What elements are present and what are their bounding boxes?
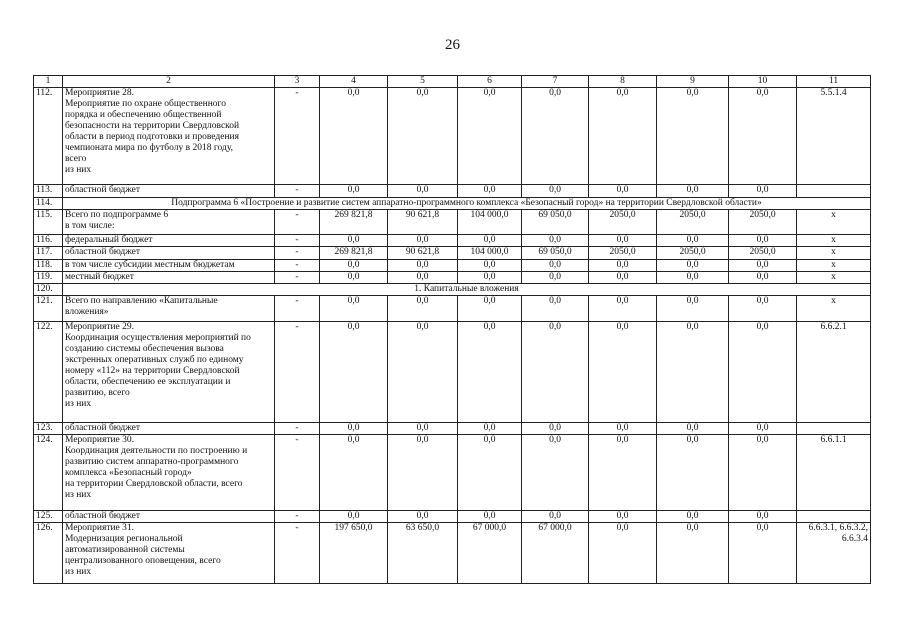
column-header-10: 10 bbox=[729, 76, 797, 88]
description-line: автоматизированной системы bbox=[65, 545, 185, 555]
amount-col-8: 0,0 bbox=[589, 235, 657, 247]
amount-col-10: 0,0 bbox=[729, 322, 797, 423]
description-line: экстренных оперативных служб по единому bbox=[65, 355, 244, 365]
row-number: 124. bbox=[34, 435, 63, 511]
amount-col-4: 0,0 bbox=[320, 435, 388, 511]
table-row bbox=[34, 235, 871, 247]
description-line: всего bbox=[65, 154, 87, 164]
description-line: из них bbox=[65, 490, 92, 500]
description-line: созданию системы обеспечения вызова bbox=[65, 344, 224, 354]
row-description bbox=[63, 260, 275, 272]
amount-col-5: 0,0 bbox=[388, 88, 458, 185]
section-title: 1. Капитальные вложения bbox=[63, 284, 871, 296]
table-row bbox=[34, 435, 871, 511]
amount-col-8: 0,0 bbox=[589, 260, 657, 272]
row-number: 125. bbox=[34, 511, 63, 523]
row-description bbox=[63, 88, 275, 185]
row-number: 115. bbox=[34, 210, 63, 235]
amount-col-8: 2050,0 bbox=[589, 247, 657, 260]
amount-col-4: 0,0 bbox=[320, 296, 388, 322]
amount-col-4: 269 821,8 bbox=[320, 210, 388, 235]
column-header-3: 3 bbox=[275, 76, 320, 88]
column-header-1: 1 bbox=[34, 76, 63, 88]
amount-col-7: 0,0 bbox=[522, 185, 589, 198]
amount-col-6: 0,0 bbox=[458, 260, 522, 272]
table-row bbox=[34, 247, 871, 260]
amount-col-5: 0,0 bbox=[388, 185, 458, 198]
description-line: федеральный бюджет bbox=[65, 235, 153, 245]
row-number: 118. bbox=[34, 260, 63, 272]
amount-col-6: 104 000,0 bbox=[458, 210, 522, 235]
target-reference bbox=[797, 185, 871, 198]
description-line: в том числе: bbox=[65, 221, 115, 231]
amount-col-6: 0,0 bbox=[458, 435, 522, 511]
amount-col-6: 0,0 bbox=[458, 88, 522, 185]
description-line: вложения» bbox=[65, 307, 109, 317]
amount-col-8: 0,0 bbox=[589, 435, 657, 511]
amount-col-7: 0,0 bbox=[522, 511, 589, 523]
row-number: 126. bbox=[34, 523, 63, 584]
amount-col-9: 0,0 bbox=[657, 296, 729, 322]
row-number: 116. bbox=[34, 235, 63, 247]
description-line: области, обеспечению ее эксплуатации и bbox=[65, 377, 231, 387]
amount-col-10: 0,0 bbox=[729, 272, 797, 284]
amount-col-5: 63 650,0 bbox=[388, 523, 458, 584]
amount-col-4: 0,0 bbox=[320, 272, 388, 284]
amount-col-6: 0,0 bbox=[458, 423, 522, 435]
amount-col-8: 0,0 bbox=[589, 185, 657, 198]
amount-col-5: 0,0 bbox=[388, 435, 458, 511]
amount-col-10: 0,0 bbox=[729, 435, 797, 511]
row-number: 119. bbox=[34, 272, 63, 284]
target-reference bbox=[797, 511, 871, 523]
description-line: Мероприятие 30. bbox=[65, 435, 135, 445]
amount-col-7: 0,0 bbox=[522, 423, 589, 435]
amount-col-9: 0,0 bbox=[657, 423, 729, 435]
column-3-value: - bbox=[275, 423, 320, 435]
amount-col-8: 0,0 bbox=[589, 88, 657, 185]
column-header-4: 4 bbox=[320, 76, 388, 88]
amount-col-5: 0,0 bbox=[388, 423, 458, 435]
row-number: 113. bbox=[34, 185, 63, 198]
amount-col-10: 0,0 bbox=[729, 296, 797, 322]
amount-col-4: 0,0 bbox=[320, 235, 388, 247]
amount-col-6: 67 000,0 bbox=[458, 523, 522, 584]
amount-col-9: 0,0 bbox=[657, 272, 729, 284]
target-reference: x bbox=[797, 272, 871, 284]
amount-col-6: 0,0 bbox=[458, 322, 522, 423]
amount-col-5: 0,0 bbox=[388, 511, 458, 523]
description-line: области в период подготовки и проведения bbox=[65, 132, 239, 142]
column-3-value: - bbox=[275, 210, 320, 235]
row-number: 117. bbox=[34, 247, 63, 260]
description-line: Всего по направлению «Капитальные bbox=[65, 296, 218, 306]
column-3-value: - bbox=[275, 235, 320, 247]
amount-col-6: 0,0 bbox=[458, 235, 522, 247]
amount-col-4: 0,0 bbox=[320, 511, 388, 523]
amount-col-10: 0,0 bbox=[729, 88, 797, 185]
amount-col-9: 0,0 bbox=[657, 235, 729, 247]
column-3-value: - bbox=[275, 185, 320, 198]
target-reference bbox=[797, 423, 871, 435]
amount-col-9: 0,0 bbox=[657, 260, 729, 272]
table-row bbox=[34, 322, 871, 423]
description-line: комплекса «Безопасный город» bbox=[65, 468, 192, 478]
description-line: областной бюджет bbox=[65, 185, 141, 195]
target-reference: x bbox=[797, 260, 871, 272]
amount-col-8: 0,0 bbox=[589, 511, 657, 523]
target-reference: 5.5.1.4 bbox=[797, 88, 871, 185]
amount-col-7: 0,0 bbox=[522, 235, 589, 247]
column-3-value: - bbox=[275, 322, 320, 423]
target-reference: 6.6.1.1 bbox=[797, 435, 871, 511]
target-reference: x bbox=[797, 235, 871, 247]
row-number: 121. bbox=[34, 296, 63, 322]
amount-col-5: 0,0 bbox=[388, 260, 458, 272]
page-number: 26 bbox=[445, 37, 460, 53]
amount-col-9: 0,0 bbox=[657, 88, 729, 185]
target-reference: 6.6.3.1, 6.6.3.2, 6.6.3.4 bbox=[797, 523, 871, 584]
table-row bbox=[34, 210, 871, 235]
amount-col-7: 0,0 bbox=[522, 296, 589, 322]
amount-col-10: 0,0 bbox=[729, 511, 797, 523]
description-line: областной бюджет bbox=[65, 511, 141, 521]
row-number: 112. bbox=[34, 88, 63, 185]
amount-col-8: 2050,0 bbox=[589, 210, 657, 235]
amount-col-4: 197 650,0 bbox=[320, 523, 388, 584]
amount-col-5: 0,0 bbox=[388, 272, 458, 284]
table-row bbox=[34, 511, 871, 523]
row-number: 114. bbox=[34, 198, 63, 210]
target-reference: x bbox=[797, 247, 871, 260]
amount-col-10: 2050,0 bbox=[729, 247, 797, 260]
column-3-value: - bbox=[275, 272, 320, 284]
amount-col-4: 0,0 bbox=[320, 185, 388, 198]
amount-col-6: 0,0 bbox=[458, 185, 522, 198]
amount-col-9: 0,0 bbox=[657, 185, 729, 198]
amount-col-7: 0,0 bbox=[522, 435, 589, 511]
row-description bbox=[63, 185, 275, 198]
description-line: из них bbox=[65, 567, 92, 577]
amount-col-7: 67 000,0 bbox=[522, 523, 589, 584]
column-header-5: 5 bbox=[388, 76, 458, 88]
target-reference: x bbox=[797, 296, 871, 322]
amount-col-10: 2050,0 bbox=[729, 210, 797, 235]
description-line: номеру «112» на территории Свердловской bbox=[65, 366, 240, 376]
amount-col-5: 0,0 bbox=[388, 235, 458, 247]
description-line: Всего по подпрограмме 6 bbox=[65, 210, 169, 220]
amount-col-9: 0,0 bbox=[657, 435, 729, 511]
amount-col-7: 0,0 bbox=[522, 260, 589, 272]
row-number: 122. bbox=[34, 322, 63, 423]
amount-col-5: 0,0 bbox=[388, 322, 458, 423]
row-description bbox=[63, 435, 275, 511]
description-line: безопасности на территории Свердловской bbox=[65, 121, 240, 131]
table-row bbox=[34, 272, 871, 284]
column-header-2: 2 bbox=[63, 76, 275, 88]
description-line: из них bbox=[65, 399, 92, 409]
table-row bbox=[34, 523, 871, 584]
amount-col-5: 90 621,8 bbox=[388, 247, 458, 260]
column-header-11: 11 bbox=[797, 76, 871, 88]
description-line: местный бюджет bbox=[65, 272, 134, 282]
amount-col-9: 2050,0 bbox=[657, 210, 729, 235]
amount-col-7: 69 050,0 bbox=[522, 210, 589, 235]
row-description bbox=[63, 322, 275, 423]
table-row bbox=[34, 88, 871, 185]
description-line: Мероприятие 29. bbox=[65, 322, 135, 332]
description-line: областной бюджет bbox=[65, 423, 141, 433]
row-description bbox=[63, 523, 275, 584]
amount-col-10: 0,0 bbox=[729, 235, 797, 247]
column-3-value: - bbox=[275, 247, 320, 260]
table-row bbox=[34, 423, 871, 435]
table-row bbox=[34, 260, 871, 272]
description-line: развитию, всего bbox=[65, 388, 130, 398]
description-line: централизованного оповещения, всего bbox=[65, 556, 221, 566]
column-header-9: 9 bbox=[657, 76, 729, 88]
description-line: чемпионата мира по футболу в 2018 году, bbox=[65, 143, 234, 153]
section-title: Подпрограмма 6 «Построение и развитие систем аппаратно-программного комплекса «Безопасный город» на территории Свердловской области» bbox=[63, 198, 871, 210]
description-line: Мероприятие 28. bbox=[65, 88, 135, 98]
description-line: порядка и обеспечению общественной bbox=[65, 110, 222, 120]
amount-col-4: 0,0 bbox=[320, 260, 388, 272]
amount-col-4: 0,0 bbox=[320, 322, 388, 423]
row-number: 120. bbox=[34, 284, 63, 296]
description-line: на территории Свердловской области, всего bbox=[65, 479, 243, 489]
table-row bbox=[34, 198, 871, 210]
target-reference: 6.6.2.1 bbox=[797, 322, 871, 423]
description-line: в том числе субсидии местным бюджетам bbox=[65, 260, 235, 270]
column-3-value: - bbox=[275, 88, 320, 185]
column-3-value: - bbox=[275, 523, 320, 584]
column-3-value: - bbox=[275, 511, 320, 523]
amount-col-7: 0,0 bbox=[522, 88, 589, 185]
budget-table bbox=[33, 75, 871, 584]
description-line: Мероприятие 31. bbox=[65, 523, 135, 533]
column-header-row bbox=[34, 76, 871, 88]
row-description bbox=[63, 210, 275, 235]
amount-col-6: 104 000,0 bbox=[458, 247, 522, 260]
description-line: Мероприятие по охране общественного bbox=[65, 99, 226, 109]
amount-col-9: 2050,0 bbox=[657, 247, 729, 260]
table-row bbox=[34, 296, 871, 322]
row-description bbox=[63, 235, 275, 247]
column-3-value: - bbox=[275, 435, 320, 511]
amount-col-6: 0,0 bbox=[458, 296, 522, 322]
description-line: Координация осуществления мероприятий по bbox=[65, 333, 251, 343]
amount-col-9: 0,0 bbox=[657, 511, 729, 523]
amount-col-8: 0,0 bbox=[589, 523, 657, 584]
amount-col-8: 0,0 bbox=[589, 423, 657, 435]
table-body bbox=[34, 76, 871, 584]
column-header-8: 8 bbox=[589, 76, 657, 88]
table-row bbox=[34, 284, 871, 296]
column-header-6: 6 bbox=[458, 76, 522, 88]
amount-col-10: 0,0 bbox=[729, 260, 797, 272]
amount-col-8: 0,0 bbox=[589, 272, 657, 284]
amount-col-10: 0,0 bbox=[729, 185, 797, 198]
amount-col-9: 0,0 bbox=[657, 322, 729, 423]
table-row bbox=[34, 185, 871, 198]
amount-col-8: 0,0 bbox=[589, 296, 657, 322]
row-number: 123. bbox=[34, 423, 63, 435]
amount-col-5: 90 621,8 bbox=[388, 210, 458, 235]
row-description bbox=[63, 272, 275, 284]
amount-col-10: 0,0 bbox=[729, 423, 797, 435]
amount-col-6: 0,0 bbox=[458, 511, 522, 523]
column-header-7: 7 bbox=[522, 76, 589, 88]
row-description bbox=[63, 247, 275, 260]
description-line: развитию систем аппаратно-программного bbox=[65, 457, 239, 467]
target-reference: x bbox=[797, 210, 871, 235]
amount-col-4: 269 821,8 bbox=[320, 247, 388, 260]
amount-col-9: 0,0 bbox=[657, 523, 729, 584]
description-line: Модернизация региональной bbox=[65, 534, 183, 544]
column-3-value: - bbox=[275, 260, 320, 272]
amount-col-4: 0,0 bbox=[320, 88, 388, 185]
amount-col-7: 0,0 bbox=[522, 272, 589, 284]
amount-col-6: 0,0 bbox=[458, 272, 522, 284]
amount-col-8: 0,0 bbox=[589, 322, 657, 423]
description-line: областной бюджет bbox=[65, 247, 141, 257]
amount-col-7: 69 050,0 bbox=[522, 247, 589, 260]
column-3-value: - bbox=[275, 296, 320, 322]
amount-col-10: 0,0 bbox=[729, 523, 797, 584]
amount-col-7: 0,0 bbox=[522, 322, 589, 423]
description-line: из них bbox=[65, 165, 92, 175]
description-line: Координация деятельности по построению и bbox=[65, 446, 248, 456]
row-description bbox=[63, 423, 275, 435]
row-description bbox=[63, 296, 275, 322]
amount-col-5: 0,0 bbox=[388, 296, 458, 322]
amount-col-4: 0,0 bbox=[320, 423, 388, 435]
row-description bbox=[63, 511, 275, 523]
